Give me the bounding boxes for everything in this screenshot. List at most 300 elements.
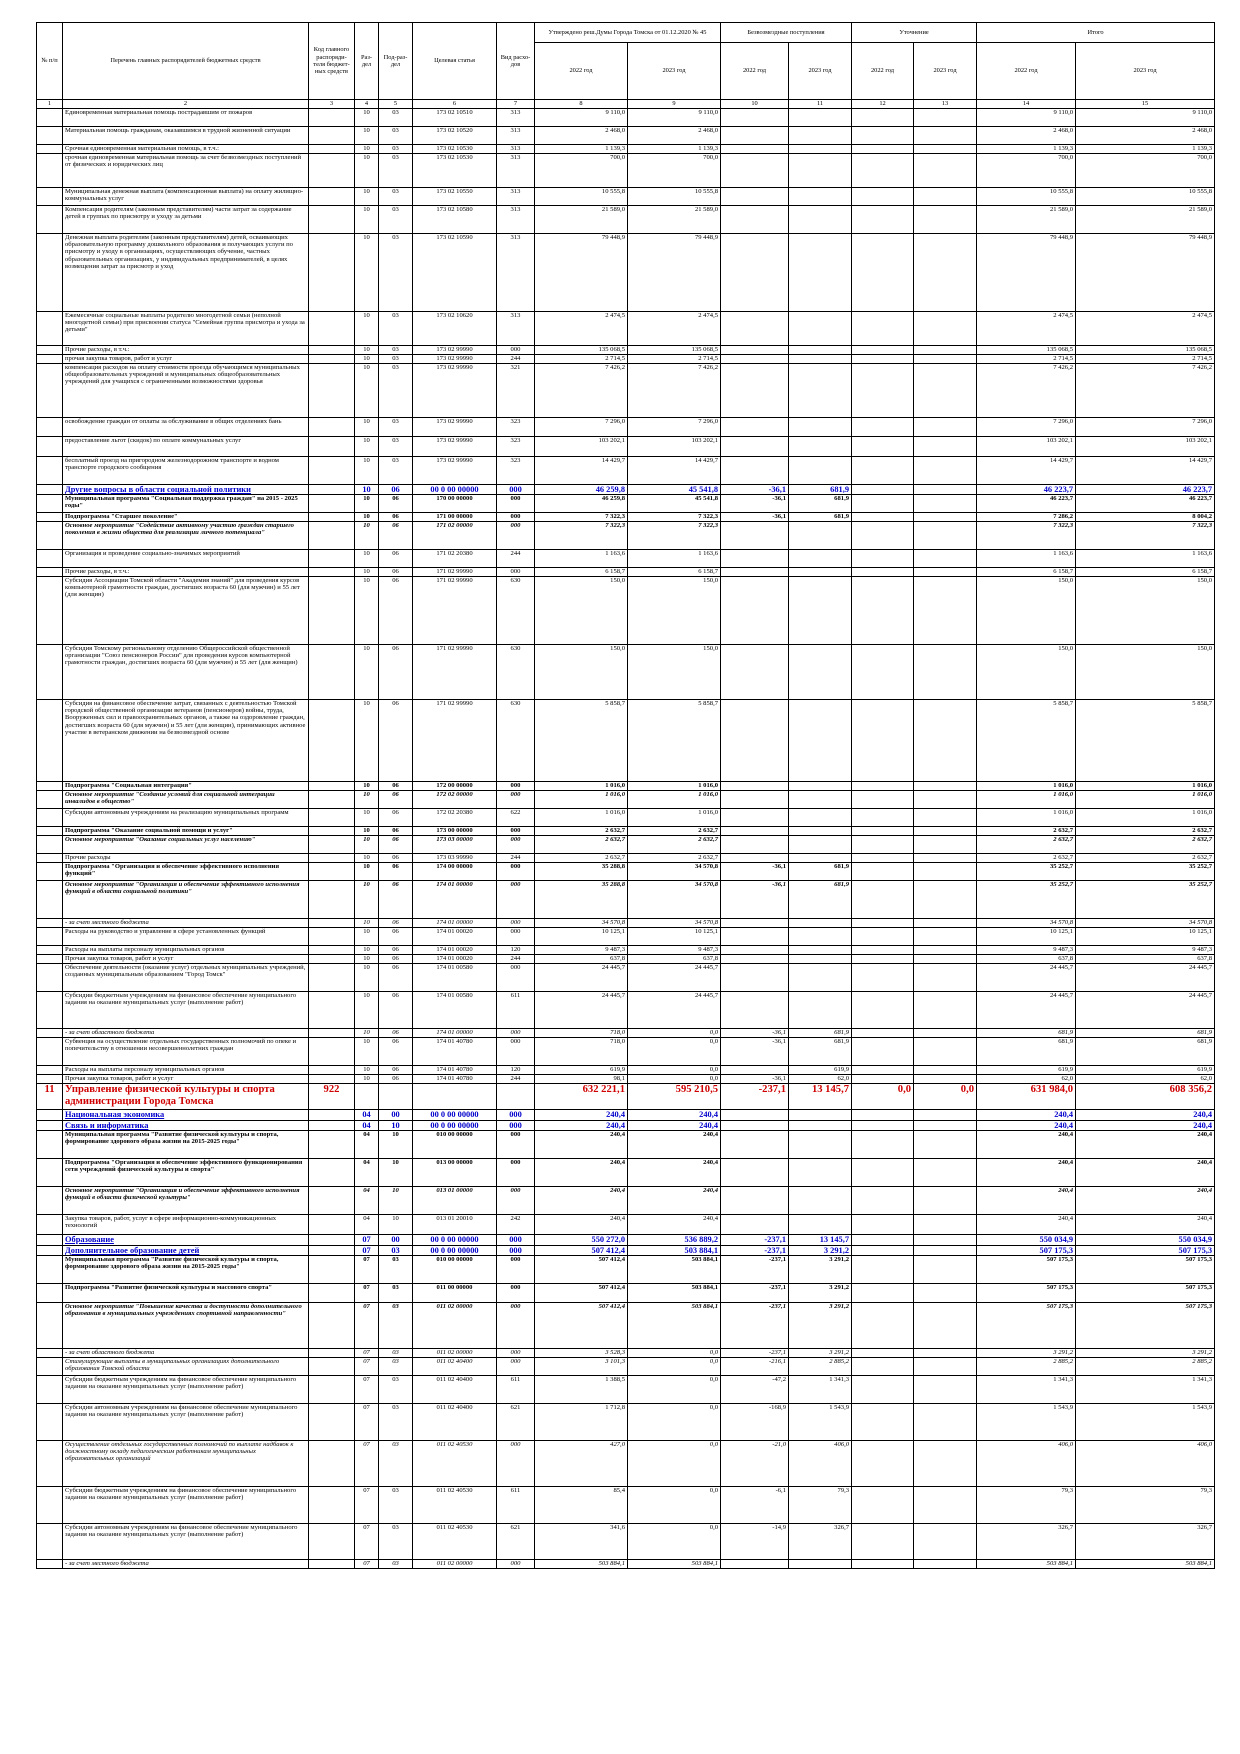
clarification-2023 [914, 127, 977, 145]
total-2022: 1 341,3 [977, 1376, 1076, 1404]
row-vid: 313 [497, 234, 535, 312]
free-2022 [721, 346, 789, 355]
approved-2023: 0,0 [628, 1075, 721, 1084]
approved-2023: 1 139,3 [628, 145, 721, 154]
row-number [37, 1349, 63, 1358]
free-2022 [721, 955, 789, 964]
free-2022 [721, 1121, 789, 1131]
row-razdel: 10 [355, 418, 379, 437]
row-name: Связь и информатика [63, 1121, 309, 1131]
row-podrazdel: 03 [379, 145, 413, 154]
row-number [37, 234, 63, 312]
row-code [309, 513, 355, 522]
total-2022: 24 445,7 [977, 964, 1076, 992]
row-name: Другие вопросы в области социальной политики [63, 485, 309, 495]
row-number [37, 1487, 63, 1524]
free-2022 [721, 364, 789, 418]
clarification-2022 [852, 791, 914, 809]
approved-2023: 10 125,1 [628, 928, 721, 946]
row-podrazdel: 06 [379, 645, 413, 700]
total-2023: 637,8 [1076, 955, 1215, 964]
row-razdel: 10 [355, 992, 379, 1029]
clarification-2022 [852, 1215, 914, 1235]
table-row [37, 1121, 1215, 1131]
approved-2023: 45 541,8 [628, 485, 721, 495]
row-name: освобождение граждан от оплаты за обслуживание в общих отделениях бань [63, 418, 309, 437]
row-number [37, 881, 63, 919]
clarification-2023 [914, 550, 977, 568]
approved-2023: 240,4 [628, 1187, 721, 1215]
total-2023: 1 543,9 [1076, 1404, 1215, 1441]
row-vid: 313 [497, 312, 535, 346]
row-number [37, 700, 63, 782]
total-2022: 103 202,1 [977, 437, 1076, 457]
free-2022 [721, 700, 789, 782]
table-row [37, 1066, 1215, 1075]
row-code [309, 485, 355, 495]
row-razdel: 07 [355, 1246, 379, 1256]
row-vid: 244 [497, 355, 535, 364]
approved-2022: 7 322,3 [535, 522, 628, 550]
row-target-article: 010 00 00000 [413, 1131, 497, 1159]
row-name: срочная единовременная материальная помощь за счет безвозмездных поступлений от физических и юридических лиц [63, 154, 309, 188]
row-name: Основное мероприятие "Организация и обеспечение эффективного исполнения функций в области социальной политики" [63, 881, 309, 919]
table-row [37, 791, 1215, 809]
approved-2022: 24 445,7 [535, 964, 628, 992]
row-code [309, 1066, 355, 1075]
total-2022: 7 426,2 [977, 364, 1076, 418]
approved-2023: 34 570,8 [628, 881, 721, 919]
row-number [37, 1110, 63, 1121]
approved-2022: 9 110,0 [535, 109, 628, 127]
row-target-article: 174 00 00000 [413, 863, 497, 881]
row-podrazdel: 06 [379, 1038, 413, 1066]
clarification-2022 [852, 1038, 914, 1066]
row-vid: 611 [497, 992, 535, 1029]
free-2022: -237,1 [721, 1246, 789, 1256]
total-2022: 5 858,7 [977, 700, 1076, 782]
row-number [37, 346, 63, 355]
row-number [37, 964, 63, 992]
column-number: 10 [721, 100, 789, 109]
row-code [309, 1029, 355, 1038]
row-name: Субсидии бюджетным учреждениям на финансовое обеспечение муниципального задания на оказание муниципальных услуг (выполнение работ) [63, 992, 309, 1029]
approved-2023: 7 426,2 [628, 364, 721, 418]
approved-2023: 503 884,1 [628, 1256, 721, 1284]
clarification-2023 [914, 782, 977, 791]
row-razdel: 10 [355, 863, 379, 881]
free-2023: 2 885,2 [789, 1358, 852, 1376]
clarification-2022 [852, 495, 914, 513]
total-2022: 2 714,5 [977, 355, 1076, 364]
approved-2022: 2 474,5 [535, 312, 628, 346]
row-podrazdel: 06 [379, 568, 413, 577]
table-row [37, 1524, 1215, 1560]
row-razdel: 07 [355, 1235, 379, 1246]
clarification-2022 [852, 1235, 914, 1246]
clarification-2023 [914, 355, 977, 364]
row-podrazdel: 06 [379, 485, 413, 495]
row-code [309, 645, 355, 700]
row-podrazdel: 06 [379, 513, 413, 522]
clarification-2022 [852, 1358, 914, 1376]
free-2023: 681,9 [789, 1029, 852, 1038]
approved-2023: 240,4 [628, 1215, 721, 1235]
row-vid: 313 [497, 145, 535, 154]
free-2023: 13 145,7 [789, 1235, 852, 1246]
row-target-article: 013 01 00000 [413, 1187, 497, 1215]
row-number [37, 1376, 63, 1404]
row-name: предоставление льгот (скидок) по оплате коммунальных услуг [63, 437, 309, 457]
row-podrazdel: 03 [379, 1284, 413, 1303]
row-target-article: 174 01 40780 [413, 1075, 497, 1084]
clarification-2022 [852, 1441, 914, 1487]
approved-2023: 45 541,8 [628, 495, 721, 513]
row-number [37, 1066, 63, 1075]
free-2023 [789, 145, 852, 154]
clarification-2023 [914, 645, 977, 700]
clarification-2022 [852, 1159, 914, 1187]
row-vid: 000 [497, 1284, 535, 1303]
approved-2022: 718,0 [535, 1038, 628, 1066]
row-number [37, 1441, 63, 1487]
approved-2022: 341,6 [535, 1524, 628, 1560]
free-2023: 1 543,9 [789, 1404, 852, 1441]
free-2022 [721, 568, 789, 577]
row-code [309, 1376, 355, 1404]
approved-2023: 21 589,0 [628, 206, 721, 234]
total-2023: 619,9 [1076, 1066, 1215, 1075]
row-podrazdel: 03 [379, 127, 413, 145]
free-2022 [721, 1215, 789, 1235]
row-name: Субсидии автономным учреждениям на финансовое обеспечение муниципального задания на оказание муниципальных услуг (выполнение работ) [63, 1404, 309, 1441]
table-row [37, 1487, 1215, 1524]
approved-2023: 2 474,5 [628, 312, 721, 346]
row-podrazdel: 03 [379, 1560, 413, 1569]
total-2023: 240,4 [1076, 1131, 1215, 1159]
row-name: Единовременная материальная помощь пострадавшим от пожаров [63, 109, 309, 127]
row-number [37, 955, 63, 964]
table-row [37, 206, 1215, 234]
row-vid: 000 [497, 1349, 535, 1358]
row-podrazdel: 06 [379, 782, 413, 791]
row-podrazdel: 03 [379, 437, 413, 457]
row-razdel: 10 [355, 495, 379, 513]
row-vid: 630 [497, 645, 535, 700]
row-code [309, 1235, 355, 1246]
total-2022: 507 175,3 [977, 1246, 1076, 1256]
approved-2022: 240,4 [535, 1159, 628, 1187]
row-vid: 323 [497, 437, 535, 457]
clarification-2022 [852, 836, 914, 854]
total-2022: 9 110,0 [977, 109, 1076, 127]
table-row [37, 188, 1215, 206]
approved-2023: 2 632,7 [628, 827, 721, 836]
row-target-article: 173 03 00000 [413, 836, 497, 854]
row-podrazdel: 06 [379, 928, 413, 946]
approved-2023: 1 163,6 [628, 550, 721, 568]
clarification-2022 [852, 522, 914, 550]
column-number: 7 [497, 100, 535, 109]
row-code [309, 854, 355, 863]
free-2023 [789, 364, 852, 418]
row-code [309, 312, 355, 346]
header-group-approved: Утверждено реш.Думы Города Томска от 01.12.2020 № 45 [535, 23, 721, 43]
row-number [37, 495, 63, 513]
total-2022: 3 291,2 [977, 1349, 1076, 1358]
total-2023: 14 429,7 [1076, 457, 1215, 485]
row-target-article: 173 02 99990 [413, 364, 497, 418]
approved-2023: 700,0 [628, 154, 721, 188]
approved-2022: 35 288,8 [535, 863, 628, 881]
row-code [309, 782, 355, 791]
total-2023: 9 110,0 [1076, 109, 1215, 127]
budget-sheet [36, 22, 1214, 1569]
clarification-2023 [914, 854, 977, 863]
table-row [37, 1215, 1215, 1235]
header-year: 2023 год [789, 43, 852, 100]
row-name: Образование [63, 1235, 309, 1246]
free-2023: 3 291,2 [789, 1256, 852, 1284]
clarification-2022 [852, 568, 914, 577]
row-code [309, 1187, 355, 1215]
row-target-article: 173 02 99990 [413, 346, 497, 355]
row-podrazdel: 06 [379, 955, 413, 964]
row-razdel: 10 [355, 568, 379, 577]
clarification-2022 [852, 364, 914, 418]
clarification-2023 [914, 1235, 977, 1246]
table-row [37, 881, 1215, 919]
row-name: Основное мероприятие "Организация и обеспечение эффективного исполнения функций в области физической культуры" [63, 1187, 309, 1215]
row-podrazdel: 06 [379, 1075, 413, 1084]
row-name: бесплатный проезд на пригородном железнодорожном транспорте и водном транспорте городского сообщения [63, 457, 309, 485]
approved-2022: 507 412,4 [535, 1256, 628, 1284]
clarification-2022: 0,0 [852, 1084, 914, 1110]
approved-2023: 595 210,5 [628, 1084, 721, 1110]
row-razdel: 07 [355, 1256, 379, 1284]
table-body [37, 109, 1215, 1569]
clarification-2023 [914, 1358, 977, 1376]
total-2022: 240,4 [977, 1215, 1076, 1235]
approved-2022: 240,4 [535, 1121, 628, 1131]
column-number: 14 [977, 100, 1076, 109]
total-2022: 14 429,7 [977, 457, 1076, 485]
row-vid: 000 [497, 782, 535, 791]
total-2023: 62,0 [1076, 1075, 1215, 1084]
free-2023 [789, 1215, 852, 1235]
budget-table [36, 22, 1215, 1569]
total-2023: 240,4 [1076, 1187, 1215, 1215]
free-2022: -237,1 [721, 1084, 789, 1110]
total-2022: 7 286,2 [977, 513, 1076, 522]
free-2023 [789, 1187, 852, 1215]
clarification-2022 [852, 946, 914, 955]
row-name: Субвенция на осуществление отдельных государственных полномочий по опеке и попечительству в отношении несовершеннолетних граждан [63, 1038, 309, 1066]
row-target-article: 173 00 00000 [413, 827, 497, 836]
total-2023: 103 202,1 [1076, 437, 1215, 457]
total-2023: 240,4 [1076, 1110, 1215, 1121]
row-number [37, 485, 63, 495]
row-target-article: 173 02 99990 [413, 437, 497, 457]
approved-2023: 503 884,1 [628, 1303, 721, 1349]
approved-2022: 427,0 [535, 1441, 628, 1487]
row-vid: 000 [497, 513, 535, 522]
approved-2022: 632 221,1 [535, 1084, 628, 1110]
row-number [37, 550, 63, 568]
table-row [37, 1159, 1215, 1187]
row-razdel: 04 [355, 1121, 379, 1131]
table-row [37, 127, 1215, 145]
free-2023: 3 291,2 [789, 1284, 852, 1303]
approved-2023: 2 632,7 [628, 836, 721, 854]
clarification-2022 [852, 1110, 914, 1121]
total-2023: 2 474,5 [1076, 312, 1215, 346]
row-target-article: 011 02 00000 [413, 1560, 497, 1569]
row-vid: 000 [497, 1246, 535, 1256]
clarification-2022 [852, 1349, 914, 1358]
row-number [37, 145, 63, 154]
free-2022 [721, 206, 789, 234]
total-2022: 10 555,8 [977, 188, 1076, 206]
free-2023 [789, 791, 852, 809]
approved-2023: 7 296,0 [628, 418, 721, 437]
row-podrazdel: 06 [379, 854, 413, 863]
row-code [309, 346, 355, 355]
approved-2022: 2 632,7 [535, 836, 628, 854]
free-2023 [789, 964, 852, 992]
approved-2022: 507 412,4 [535, 1303, 628, 1349]
row-target-article: 171 02 99990 [413, 568, 497, 577]
row-target-article: 011 02 40400 [413, 1404, 497, 1441]
approved-2022: 507 412,4 [535, 1246, 628, 1256]
approved-2023: 536 889,2 [628, 1235, 721, 1246]
row-vid: 321 [497, 364, 535, 418]
row-name: Субсидии автономным учреждениям на финансовое обеспечение муниципального задания на оказание муниципальных услуг (выполнение работ) [63, 1524, 309, 1560]
row-code [309, 1159, 355, 1187]
free-2023: 681,9 [789, 1038, 852, 1066]
row-name: Субсидия Ассоциации Томской области "Академия знаний" для проведения курсов компьютерной грамотности граждан, достигших возраста 60 (для мужчин) и 55 лет (для женщин) [63, 577, 309, 645]
row-podrazdel: 03 [379, 1404, 413, 1441]
free-2022 [721, 577, 789, 645]
total-2022: 2 632,7 [977, 827, 1076, 836]
row-code [309, 836, 355, 854]
free-2022 [721, 127, 789, 145]
row-vid: 244 [497, 1075, 535, 1084]
table-row [37, 312, 1215, 346]
free-2023: 3 291,2 [789, 1349, 852, 1358]
total-2023: 2 632,7 [1076, 836, 1215, 854]
total-2023: 240,4 [1076, 1215, 1215, 1235]
row-vid: 000 [497, 1235, 535, 1246]
approved-2022: 7 322,3 [535, 513, 628, 522]
row-target-article: 174 01 00020 [413, 946, 497, 955]
approved-2023: 7 322,3 [628, 522, 721, 550]
total-2023: 503 884,1 [1076, 1560, 1215, 1569]
row-code: 922 [309, 1084, 355, 1110]
column-number: 4 [355, 100, 379, 109]
row-target-article: 174 01 00020 [413, 928, 497, 946]
table-row [37, 1358, 1215, 1376]
row-name: Денежная выплата родителям (законным представителям) детей, осваивающих образовательную программу дошкольного образования и получающих услуги по присмотру и уходу в организациях, осуществляющих обучение, частных образовательных организациях, у индивидуальных предпринимателей, в целях возмещения затрат за присмотр и уход [63, 234, 309, 312]
total-2023: 550 034,9 [1076, 1235, 1215, 1246]
table-row [37, 1038, 1215, 1066]
row-target-article: 171 02 20380 [413, 550, 497, 568]
table-row [37, 1303, 1215, 1349]
column-number: 1 [37, 100, 63, 109]
free-2022 [721, 1560, 789, 1569]
row-target-article: 011 02 40530 [413, 1487, 497, 1524]
row-target-article: 172 02 20380 [413, 809, 497, 827]
clarification-2023 [914, 791, 977, 809]
table-row [37, 1246, 1215, 1256]
total-2023: 681,9 [1076, 1029, 1215, 1038]
free-2022 [721, 154, 789, 188]
total-2023: 2 632,7 [1076, 854, 1215, 863]
approved-2022: 135 068,5 [535, 346, 628, 355]
row-code [309, 577, 355, 645]
free-2023 [789, 154, 852, 188]
table-row [37, 346, 1215, 355]
row-vid: 000 [497, 964, 535, 992]
row-target-article: 173 02 10530 [413, 145, 497, 154]
total-2023: 21 589,0 [1076, 206, 1215, 234]
row-vid [497, 1084, 535, 1110]
row-vid: 313 [497, 206, 535, 234]
approved-2023: 240,4 [628, 1159, 721, 1187]
clarification-2022 [852, 1029, 914, 1038]
total-2023: 700,0 [1076, 154, 1215, 188]
approved-2023: 9 110,0 [628, 109, 721, 127]
free-2023 [789, 568, 852, 577]
row-number [37, 1187, 63, 1215]
clarification-2022 [852, 1066, 914, 1075]
free-2022 [721, 355, 789, 364]
row-name: Закупка товаров, работ, услуг в сфере информационно-коммуникационных технологий [63, 1215, 309, 1235]
column-number: 12 [852, 100, 914, 109]
row-podrazdel: 03 [379, 109, 413, 127]
row-razdel: 10 [355, 355, 379, 364]
row-vid: 120 [497, 1066, 535, 1075]
row-number [37, 836, 63, 854]
approved-2022: 150,0 [535, 577, 628, 645]
clarification-2023 [914, 346, 977, 355]
row-number [37, 1215, 63, 1235]
total-2022: 326,7 [977, 1524, 1076, 1560]
row-podrazdel [379, 1084, 413, 1110]
row-podrazdel: 06 [379, 919, 413, 928]
clarification-2022 [852, 1075, 914, 1084]
row-vid: 000 [497, 1358, 535, 1376]
approved-2023: 7 322,3 [628, 513, 721, 522]
clarification-2022 [852, 1284, 914, 1303]
row-name: Прочая закупка товаров, работ и услуг [63, 1075, 309, 1084]
approved-2023: 10 555,8 [628, 188, 721, 206]
row-podrazdel: 03 [379, 154, 413, 188]
clarification-2023 [914, 418, 977, 437]
clarification-2023 [914, 1187, 977, 1215]
free-2023 [789, 1560, 852, 1569]
total-2023: 135 068,5 [1076, 346, 1215, 355]
row-code [309, 827, 355, 836]
free-2022: -36,1 [721, 1029, 789, 1038]
approved-2022: 79 448,9 [535, 234, 628, 312]
approved-2022: 718,0 [535, 1029, 628, 1038]
row-number [37, 946, 63, 955]
free-2023 [789, 1131, 852, 1159]
row-target-article: 173 02 10590 [413, 234, 497, 312]
row-code [309, 418, 355, 437]
free-2022: -237,1 [721, 1256, 789, 1284]
